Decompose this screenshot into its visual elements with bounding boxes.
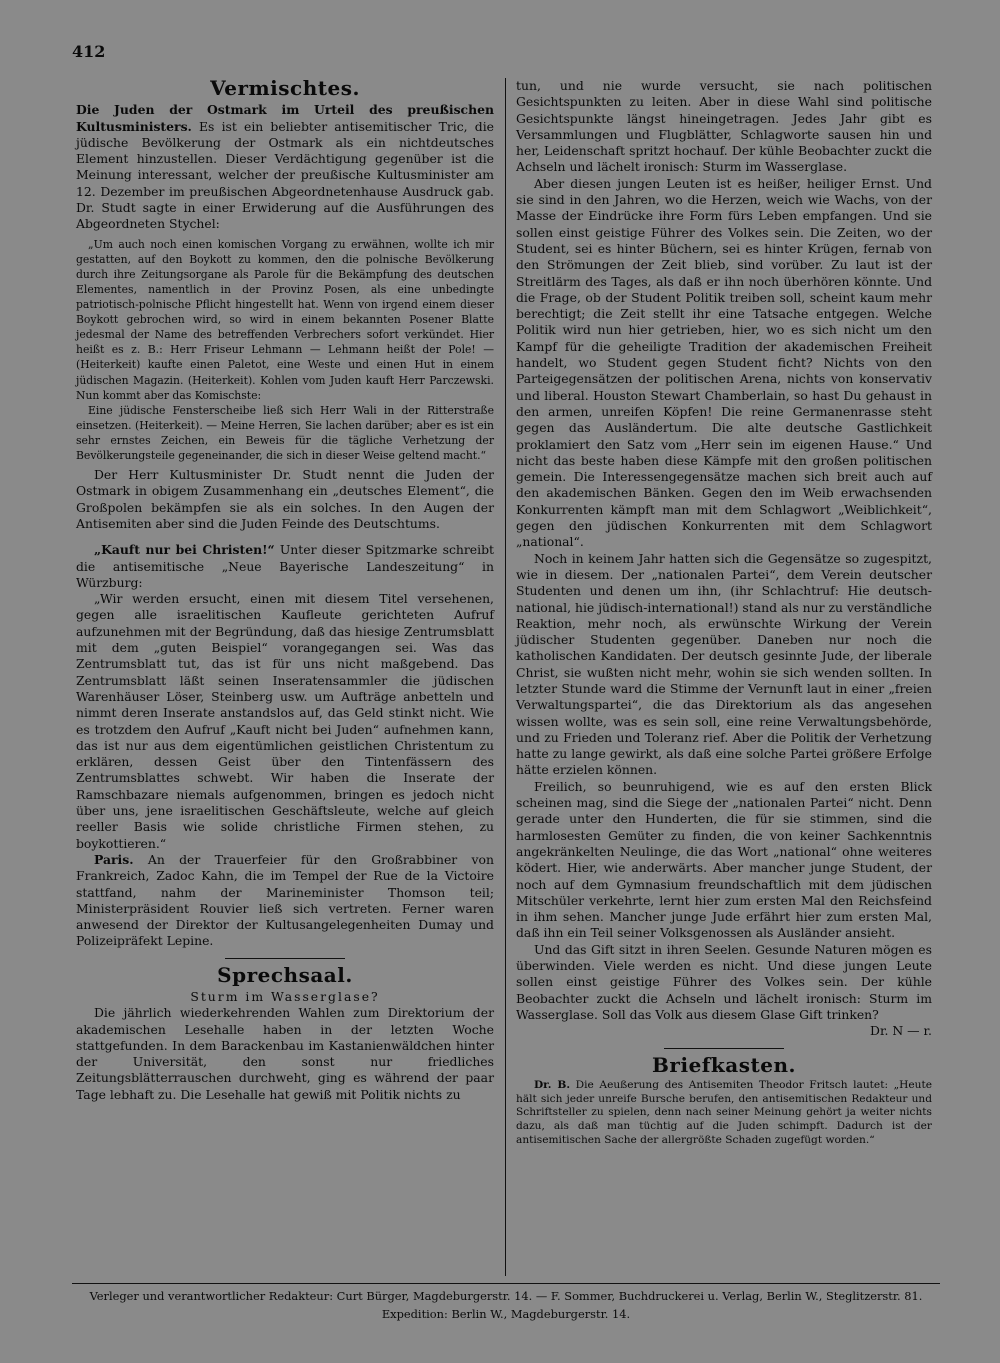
block-quote xyxy=(76,237,494,463)
letter-reply xyxy=(516,1079,932,1148)
signature: Dr. N — r. xyxy=(870,1023,932,1039)
footer-rule xyxy=(72,1283,940,1284)
article-ostmark xyxy=(76,102,494,232)
section-heading-vermischtes: Vermischtes. xyxy=(210,76,360,100)
reply-text: Die Aeußerung des Antisemiten Theodor Fritsch lautet: „Heute hält sich jeder unreife Bursche berufen, den antisemitischen Redakteur und Schriftsteller zu spielen, denn nach seiner Meinung gehört ja weiter nichts dazu, als daß man tüchtig auf die Juden schimpft. Dadurch ist der antisemitischen Sache der allergrößte Schaden zugefügt worden.“ xyxy=(516,1078,932,1146)
article-title: „Kauft nur bei Christen!“ xyxy=(94,542,275,558)
divider xyxy=(664,1048,784,1049)
section-heading-sprechsaal: Sprechsaal. xyxy=(217,962,353,987)
quote-paragraph: „Um auch noch einen komischen Vorgang zu erwähnen, wollte ich mir gestatten, auf den Boykott zu kommen, den die polnische Bevölkerung durch ihre Zeitungsorgane als Parole für die Bekämpfung des deutschen Elementes, namentlich in der Provinz Posen, als eine unbedingte patriotisch-polnische Pflicht hingestellt hat. Wenn von irgend einem dieser Boykott gebrochen wird, so wird in einem bekannten Posener Blatte jedesmal der Name des betreffenden Verbrechers sofort verkündet. Hier heißt es z. B.: Herr Friseur Lehmann — Lehmann heißt der Pole! — (Heiterkeit) kaufte einen Paletot, eine Weste und einen Hut in einem jüdischen Magazin. (Heiterkeit). Kohlen vom Juden kauft Herr Parczewski. Nun kommt aber das Komischste: xyxy=(76,237,494,402)
paragraph: Und das Gift sitzt in ihren Seelen. Gesunde Naturen mögen es überwinden. Viele werden es nicht. Und diese jungen Leute sollen einst geistige Führer des Volkes sein. Der kühle Beobachter zuckt die Achseln und lächelt ironisch: Sturm im Wasserglase. Soll das Volk aus diesem Glase Gift trinken? xyxy=(516,941,932,1022)
paragraph: tun, und nie wurde versucht, sie nach politischen Gesichtspunkten zu leiten. Aber in diese Wahl sind politische Gesichtspunkte längst hineingetragen. Jedes Jahr gibt es Versammlungen und Flugblätter, Schlagworte sausen hin und her, Leidenschaft spritzt hochauf. Der kühle Beobachter zuckt die Achseln und lächelt ironisch: Sturm im Wasserglase. xyxy=(516,78,932,175)
paragraph: „Wir werden ersucht, einen mit diesem Titel versehenen, gegen alle israelitischen Kaufleute gerichteten Aufruf aufzunehmen mit der Begründung, daß das hiesige Zentrumsblatt mit dem „guten Beispiel“ vorangegangen sei. Was das Zentrumsblatt tut, das ist für uns nicht maßgebend. Das Zentrumsblatt läßt seinen Inseratensammler die jüdischen Warenhäuser Löser, Steinberg usw. um Aufträge anbetteln und nimmt deren Inserate anstandslos auf, das Geld stinkt nicht. Wie es trotzdem den Aufruf „Kauft nicht bei Juden“ aufnehmen kann, das ist nur aus dem eigentümlichen geistlichen Christentum zu erklären, dessen Geist über den Tintenfässern des Zentrumsblattes schwebt. Wir haben die Inserate der Ramschbazare niemals aufgenommen, bringen es jedoch nicht über uns, jene israelitischen Geschäftsleute, welche auf gleich reeller Basis wie solide christliche Firmen stehen, zu boykottieren.“ xyxy=(76,591,494,851)
article-title: Die Juden der Ostmark im Urteil des preußischen Kultusministers. xyxy=(76,102,494,134)
paragraph: Die jährlich wiederkehrenden Wahlen zum Direktorium der akademischen Lesehalle haben in der letzten Woche stattgefunden. In dem Barackenbau im Kastanienwäldchen hinter der Universität, den sonst nur friedliches Zeitungsblätterrauschen durchweht, ging es während der paar Tage lebhaft zu. Die Lesehalle hat gewiß mit Politik nichts zu xyxy=(76,1005,494,1102)
paragraph: Freilich, so beunruhigend, wie es auf den ersten Blick scheinen mag, sind die Siege der „nationalen Partei“ nicht. Denn gerade unter den Hunderten, die für sie stimmen, sind die harmlosesten Gemüter zu finden, die von keiner Sachkenntnis angekränkelten Neulinge, die das Wort „national“ ohne weiteres ködert. Hier, wie anderwärts. Aber mancher junge Student, der noch auf dem Gymnasium freundschaftlich mit dem jüdischen Mitschüler verkehrte, lernt hier zum ersten Mal den Reichsfeind in ihm sehen. Mancher junge Jude erfährt hier zum ersten Mal, daß ihn ein Teil seiner Volksgenossen als Ausländer ansieht. xyxy=(516,778,932,941)
paragraph: Aber diesen jungen Leuten ist es heißer, heiliger Ernst. Und sie sind in den Jahren, wo die Herzen, weich wie Wachs, von der Masse der Eindrücke ihre Form fürs Leben empfangen. Und sie sollen einst geistige Führer des Volkes sein. Die Zeiten, wo der Student, sei es hinter Büchern, sei es hinter Krügen, fernab von den Strömungen der Zeit blieb, sind vorüber. Zu laut ist der Streitlärm des Tages, als daß er ihn noch überhören könnte. Und die Frage, ob der Student Politik treiben soll, scheint kaum mehr berechtigt; die Zeit stellt ihr eine Tatsache entgegen. Welche Politik wird nun hier getrieben, hier, wo es sich nicht um den Kampf für die geheiligte Tradition der akademischen Freiheit handelt, wo Student gegen Student ficht? Nichts von den Parteigegensätzen der politischen Arena, nichts von konservativ und liberal. Houston Stewart Chamberlain, so hast Du gehaust in den armen, unreifen Köpfen! Die reine Germanenrasse steht gegen das Ausländertum. Die alte deutsche Gastlichkeit proklamiert den Satz vom „Herr sein im eigenen Hause.“ Und nicht das beste haben diese Kämpfe mit den großen politischen gemein. Die Interessengegensätze machen sich breit auch auf den akademischen Bänken. Gegen den im Weib erwachsenden Konkurrenten kämpft man mit dem Schlagwort „Weiblichkeit“, gegen den jüdischen Konkurrenten mit dem Schlagwort „national“. xyxy=(516,175,932,550)
article-text: An der Trauerfeier für den Großrabbiner von Frankreich, Zadoc Kahn, die im Tempel der Rue de la Victoire stattfand, nahm der Marineminister Thomson teil; Ministerpräsident Rouvier ließ sich vertreten. Ferner waren anwesend der Direktor der Kultusangelegenheiten Dumay und Polizeipräfekt Lepine. xyxy=(76,851,494,949)
left-column xyxy=(76,78,494,1103)
footer-imprint: Verleger und verantwortlicher Redakteur: Curt Bürger, Magdeburgerstr. 14. — F. Sommer, Buchdruckerei u. Verlag, Berlin W., Steglitzerstr. 81. xyxy=(89,1289,923,1303)
column-divider xyxy=(505,78,506,1276)
right-column xyxy=(516,78,932,1148)
page-number: 412 xyxy=(72,42,106,61)
quote-paragraph: Eine jüdische Fensterscheibe ließ sich Herr Wali in der Ritterstraße einsetzen. (Heiterkeit). — Meine Herren, Sie lachen darüber; aber es ist ein sehr ernstes Zeichen, ein Beweis für die tägliche Verhetzung der Bevölkerungsteile gegeneinander, die sich in dieser Weise geltend macht.“ xyxy=(76,403,494,462)
footer-expedition: Expedition: Berlin W., Magdeburgerstr. 14. xyxy=(381,1307,631,1321)
article-christen xyxy=(76,542,494,591)
article-subheading: Sturm im Wasserglase? xyxy=(190,988,380,1004)
divider xyxy=(225,958,345,959)
article-text: Es ist ein beliebter antisemitischer Tric, die jüdische Bevölkerung der Ostmark als ein nichtdeutsches Element hinzustellen. Dieser Verdächtigung gegenüber ist die Meinung interessant, welcher der preußische Kultusminister am 12. Dezember im preußischen Abgeordnetenhause Ausdruck gab. Dr. Studt sagte in einer Erwiderung auf die Ausführungen des Abgeordneten Stychel: xyxy=(76,118,494,232)
article-paris xyxy=(76,852,494,950)
section-heading-briefkasten: Briefkasten. xyxy=(652,1052,796,1077)
article-title: Paris. xyxy=(94,851,134,867)
paragraph: Der Herr Kultusminister Dr. Studt nennt die Juden der Ostmark in obigem Zusammenhang ein „deutsches Element“, die Großpolen bekämpfen sie als ein solches. In den Augen der Antisemiten aber sind die Juden Feinde des Deutschtums. xyxy=(76,467,494,531)
paragraph: Noch in keinem Jahr hatten sich die Gegensätze so zugespitzt, wie in diesem. Der „nationalen Partei“, dem Verein deutscher Studenten und denen um ihn, (ihr Schlachtruf: Hie deutsch-national, hie jüdisch-international!) stand als nur zu verständliche Reaktion, mehr noch, als erwünschte Wirkung der Verein jüdischer Studenten gegenüber. Daneben nur noch die katholischen Kandidaten. Der deutsch gesinnte Jude, der liberale Christ, sie wußten nicht mehr, wohin sie sich wenden sollten. In letzter Stunde ward die Stimme der Vernunft laut in einer „freien Verwaltungspartei“, die das Direktorium als das angesehen wissen wollte, was es sein soll, eine reine Verwaltungsbehörde, und zu Frieden und Toleranz rief. Aber die Politik der Verhetzung hatte zu lange gewirkt, als daß eine solche Partei größere Erfolge hätte erzielen können. xyxy=(516,550,932,778)
article-text: Unter dieser Spitzmarke schreibt die antisemitische „Neue Bayerische Landeszeitung“ in Würzburg: xyxy=(76,542,494,590)
reply-addressee: Dr. B. xyxy=(534,1078,571,1091)
